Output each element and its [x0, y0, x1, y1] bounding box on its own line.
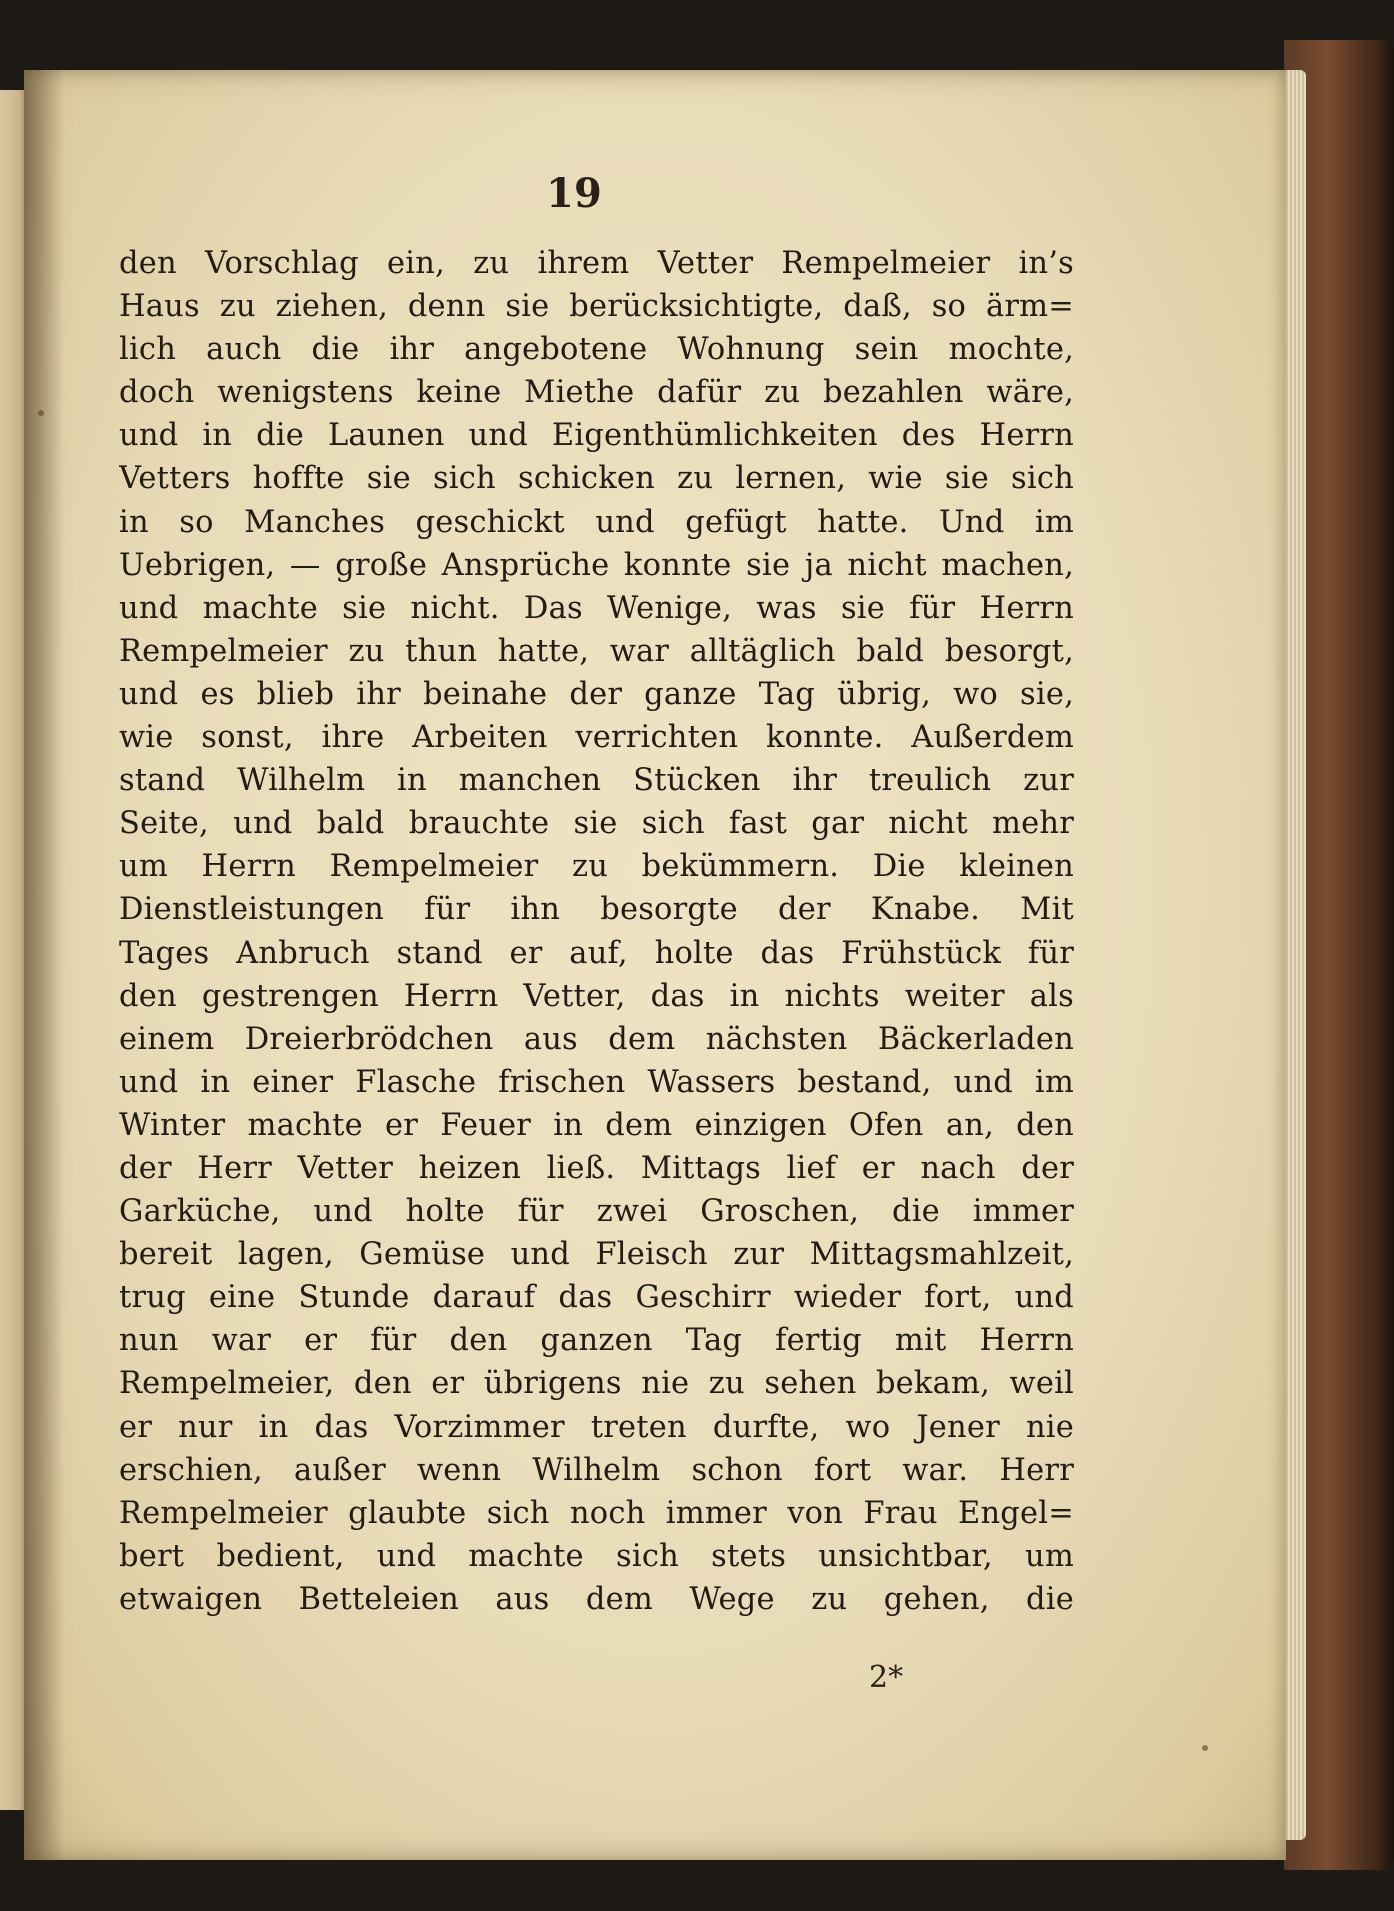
text-line: lich auch die ihr angebotene Wohnung sein mochte,	[119, 332, 1074, 368]
body-text	[119, 242, 1074, 1621]
text-line: Rempelmeier glaubte sich noch immer von Frau Engel=	[119, 1495, 1074, 1531]
text-line: Haus zu ziehen, denn sie berücksichtigte, daß, so ärm=	[119, 289, 1074, 325]
text-line: Seite, und bald brauchte sie sich fast gar nicht mehr	[119, 806, 1074, 842]
text-line: Winter machte er Feuer in dem einzigen Ofen an, den	[119, 1107, 1074, 1143]
text-line: um Herrn Rempelmeier zu bekümmern. Die kleinen	[119, 849, 1074, 885]
text-line: etwaigen Betteleien aus dem Wege zu gehen, die	[119, 1581, 1074, 1617]
text-line: er nur in das Vorzimmer treten durfte, wo Jener nie	[119, 1409, 1074, 1445]
text-line: Rempelmeier, den er übrigens nie zu sehen bekam, weil	[119, 1366, 1074, 1402]
text-line: erschien, außer wenn Wilhelm schon fort war. Herr	[119, 1452, 1074, 1488]
text-line: Uebrigen, — große Ansprüche konnte sie ja nicht machen,	[119, 547, 1074, 583]
gutter-shadow	[24, 70, 64, 1860]
text-line: Vetters hoffte sie sich schicken zu lernen, wie sie sich	[119, 461, 1074, 497]
text-line: Garküche, und holte für zwei Groschen, die immer	[119, 1194, 1074, 1230]
text-line: stand Wilhelm in manchen Stücken ihr treulich zur	[119, 763, 1074, 799]
text-line: und es blieb ihr beinahe der ganze Tag übrig, wo sie,	[119, 676, 1074, 712]
text-line: einem Dreierbrödchen aus dem nächsten Bäckerladen	[119, 1021, 1074, 1057]
text-line: und in einer Flasche frischen Wassers bestand, und im	[119, 1064, 1074, 1100]
text-line: wie sonst, ihre Arbeiten verrichten konnte. Außerdem	[119, 720, 1074, 756]
text-line: den gestrengen Herrn Vetter, das in nichts weiter als	[119, 978, 1074, 1014]
book-page	[24, 70, 1286, 1860]
signature-mark: 2*	[869, 1660, 904, 1695]
text-line: Rempelmeier zu thun hatte, war alltäglich bald besorgt,	[119, 633, 1074, 669]
text-line: den Vorschlag ein, zu ihrem Vetter Rempelmeier in’s	[119, 246, 1074, 281]
text-line: Tages Anbruch stand er auf, holte das Frühstück für	[119, 935, 1074, 971]
text-line: bereit lagen, Gemüse und Fleisch zur Mittagsmahlzeit,	[119, 1237, 1074, 1273]
text-line: nun war er für den ganzen Tag fertig mit Herrn	[119, 1323, 1074, 1359]
text-line: Dienstleistungen für ihn besorgte der Knabe. Mit	[119, 892, 1074, 928]
text-line: doch wenigstens keine Miethe dafür zu bezahlen wäre,	[119, 375, 1074, 411]
text-line: in so Manches geschickt und gefügt hatte. Und im	[119, 504, 1074, 540]
paper-speck	[1202, 1745, 1208, 1751]
text-line: und machte sie nicht. Das Wenige, was sie für Herrn	[119, 590, 1074, 626]
text-line: trug eine Stunde darauf das Geschirr wieder fort, und	[119, 1280, 1074, 1316]
text-line: und in die Launen und Eigenthümlichkeiten des Herrn	[119, 418, 1074, 454]
text-line: der Herr Vetter heizen ließ. Mittags lief er nach der	[119, 1150, 1074, 1186]
text-line: bert bedient, und machte sich stets unsichtbar, um	[119, 1538, 1074, 1574]
page-number: 19	[546, 170, 602, 217]
